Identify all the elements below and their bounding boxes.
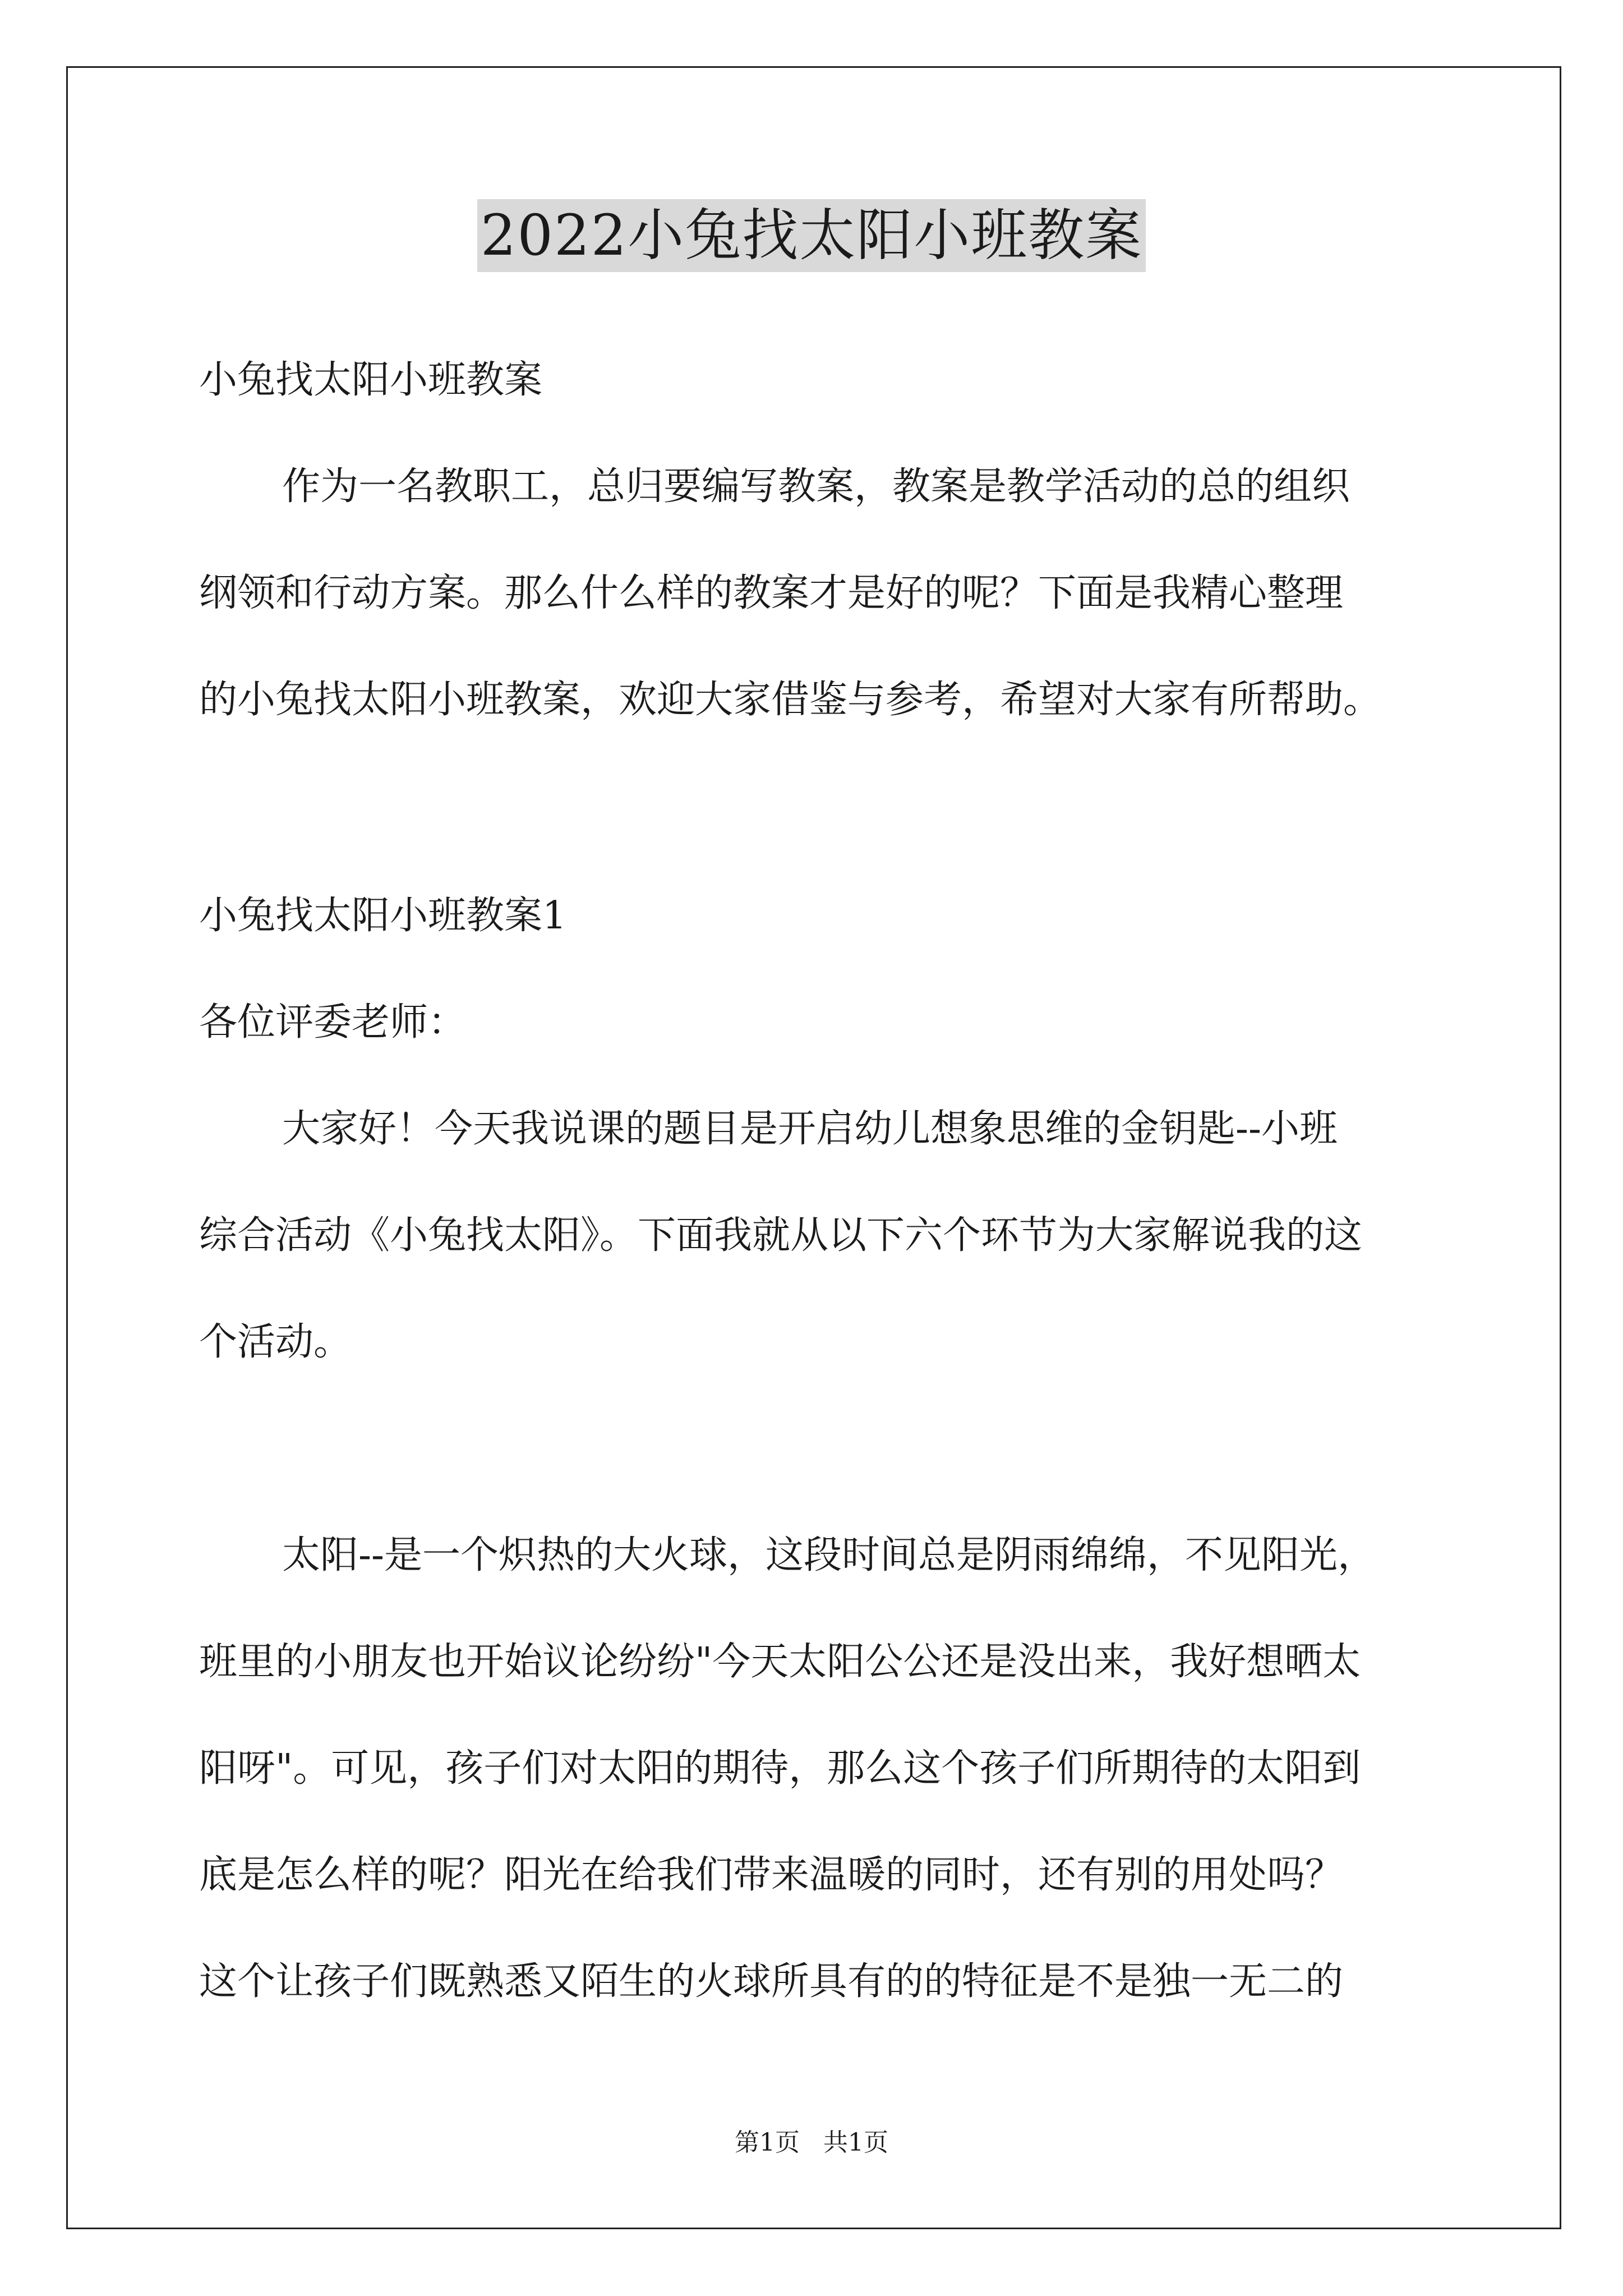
paragraph-line: 作为一名教职工，总归要编写教案，教案是教学活动的总的组织 bbox=[282, 464, 1350, 509]
paragraph-line: 大家好！今天我说课的题目是开启幼儿想象思维的金钥匙--小班 bbox=[282, 1107, 1338, 1151]
paragraph-line: 纲领和行动方案。那么什么样的教案才是好的呢？下面是我精心整理 bbox=[199, 571, 1344, 615]
paragraph-line: 班里的小朋友也开始议论纷纷"今天太阳公公还是没出来，我好想晒太 bbox=[199, 1640, 1361, 1684]
page-total: 共1页 bbox=[823, 2128, 888, 2157]
page-number: 第1页 bbox=[735, 2128, 800, 2157]
paragraph-line: 个活动。 bbox=[199, 1320, 352, 1364]
paragraph-line: 底是怎么样的呢？阳光在给我们带来温暖的同时，还有别的用处吗？ bbox=[199, 1853, 1344, 1897]
paragraph-line: 阳呀"。可见，孩子们对太阳的期待，那么这个孩子们所期待的太阳到 bbox=[199, 1746, 1361, 1791]
section-heading: 小兔找太阳小班教案1 bbox=[199, 894, 567, 938]
paragraph-line: 这个让孩子们既熟悉又陌生的火球所具有的的特征是不是独一无二的 bbox=[199, 1959, 1344, 2004]
subtitle-line: 小兔找太阳小班教案 bbox=[199, 358, 543, 402]
page-footer bbox=[0, 2126, 1623, 2160]
paragraph-line: 的小兔找太阳小班教案，欢迎大家借鉴与参考，希望对大家有所帮助。 bbox=[199, 678, 1382, 722]
document-title: 2022小兔找太阳小班教案 bbox=[477, 199, 1146, 272]
paragraph-line: 综合活动《小兔找太阳》。下面我就从以下六个环节为大家解说我的这 bbox=[199, 1213, 1363, 1258]
salutation-line: 各位评委老师： bbox=[199, 1000, 467, 1045]
title-container bbox=[0, 199, 1623, 272]
paragraph-line: 太阳--是一个炽热的大火球，这段时间总是阴雨绵绵，不见阳光， bbox=[282, 1533, 1376, 1577]
